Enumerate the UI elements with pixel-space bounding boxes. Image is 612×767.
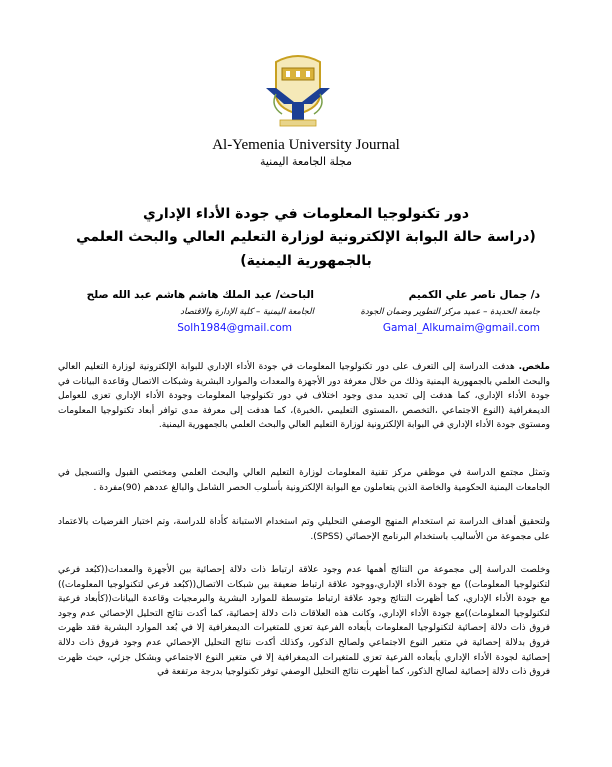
abstract-paragraph-2: وتمثل مجتمع الدراسة في موظفي مركز تقنية المعلومات لوزارة التعليم العالي والبحث العلمي ومختصي القبول والتسجيل في الجامعات اليمنية الحكومية والخاصة الذين يتعاملون مع البوابة الإلكترونية بأسلوب الحصر الشامل والبالغ عددهم (90)مفردة . bbox=[58, 468, 550, 493]
abstract-text-1: هدفت الدراسة إلى التعرف على دور تكنولوجيا المعلومات في جودة الأداء الإداري للبوابة الإلكترونية لوزارة التعليم العالي والبحث العلمي بالجمهورية اليمنية وذلك من خلال معرفة دور الأجهزة والمعدات والموارد البشرية وشبكات الاتصال وقاعدة البيانات في جودة الأداء الإداري، كما هدفت إلى تحديد مدى وجود اختلاف في دور تكنولوجيا المعلومات وجودة الأداء الإداري تعزى للعوامل الديمغرافية (النوع الاجتماعي ،التخصص ،المستوى التعليمي ،الخبرة)، كما هدفت إلى معرفة مدى توافر أبعاد تكنولوجيا المعلومات ومستوى جودة الأداء الإداري في البوابة الإلكترونية لوزارة التعليم العالي والبحث العلمي بالجمهورية اليمنية. bbox=[58, 362, 550, 431]
journal-name-ar: مجلة الجامعة اليمنية bbox=[259, 155, 353, 168]
abstract-paragraph-4: وخلصت الدراسة إلى مجموعة من النتائج أهمها عدم وجود علاقة ارتباط ذات دلالة إحصائية بين الأجهزة والمعدات((كبُعد فرعي لتكنولوجيا المعلومات)) مع جودة الأداء الإداري،ووجود علاقة ارتباط ضعيفة بين شبكات الاتصال((كبُعد فرعي لتكنولوجيا المعلومات)) مع جودة الأداء الإداري، كما أظهرت النتائج وجود علاقة ارتباط متوسطة للموارد البشرية والبرمجيات وقاعدة البيانات((كأبعاد فرعية لتكنولوجيا المعلومات))مع جودة الأداء الإداري، وكانت هذه العلاقات ذات دلالة إحصائية، كما أكدت نتائج التحليل الإحصائي عدم وجود فروق ذات دلالة إحصائية لتكنولوجيا المعلومات بأبعاده الفرعية تعزى للمتغيرات الديمغرافية إلا في بُعد الموارد البشرية فقد ظهرت فروق بدلالة إحصائية في متغير النوع الاجتماعي ولصالح الذكور، وكذلك أكدت نتائج التحليل الإحصائي عدم وجود فروق ذات دلالة إحصائية لجودة الأداء الإداري بأبعاده الفرعية تعزى للمتغيرات الديمغرافية إلا في متغير النوع الاجتماعي وبشكل جزئي، حيث ظهرت فروق ذات دلالة إحصائية لصالح الذكور، كما أظهرت نتائج التحليل الوصفي توفر تكنولوجيا بدرجة مرتفعة في bbox=[58, 565, 550, 678]
author-2-affiliation: الجامعة اليمنية – كلية الإدارة والاقتصاد bbox=[180, 307, 314, 317]
abstract-paragraph-3: ولتحقيق أهداف الدراسة تم استخدام المنهج الوصفي التحليلي وتم استخدام الاستبانة كأداة للدراسة، وتم اختبار الفرضيات بالاعتماد على مجموعة من الأساليب باستخدام البرنامج الإحصائي (SPSS). bbox=[58, 517, 550, 542]
paper-title-line-2: (دراسة حالة البوابة الإلكترونية لوزارة التعليم العالي والبحث العلمي bbox=[76, 229, 536, 245]
paper-title-line-3: بالجمهورية اليمنية) bbox=[240, 253, 372, 269]
journal-name-en: Al-Yemenia University Journal bbox=[212, 137, 400, 153]
university-crest-icon bbox=[262, 54, 334, 134]
author-2-name: الباحث/ عبد الملك هاشم هاشم عبد الله صلح bbox=[86, 289, 314, 301]
author-1-affiliation: جامعة الحديدة – عميد مركز التطوير وضمان الجودة bbox=[360, 307, 540, 317]
abstract-paragraph-1 bbox=[58, 360, 550, 433]
author-2-email[interactable]: Solh1984@gmail.com bbox=[177, 322, 292, 334]
author-1-email[interactable]: Gamal_Alkumaim@gmail.com bbox=[382, 322, 540, 334]
author-1-name: د/ جمال ناصر علي الكميم bbox=[408, 289, 540, 301]
abstract-label: ملخص. bbox=[518, 362, 550, 372]
paper-title-line-1: دور تكنولوجيا المعلومات في جودة الأداء الإداري bbox=[142, 206, 470, 222]
